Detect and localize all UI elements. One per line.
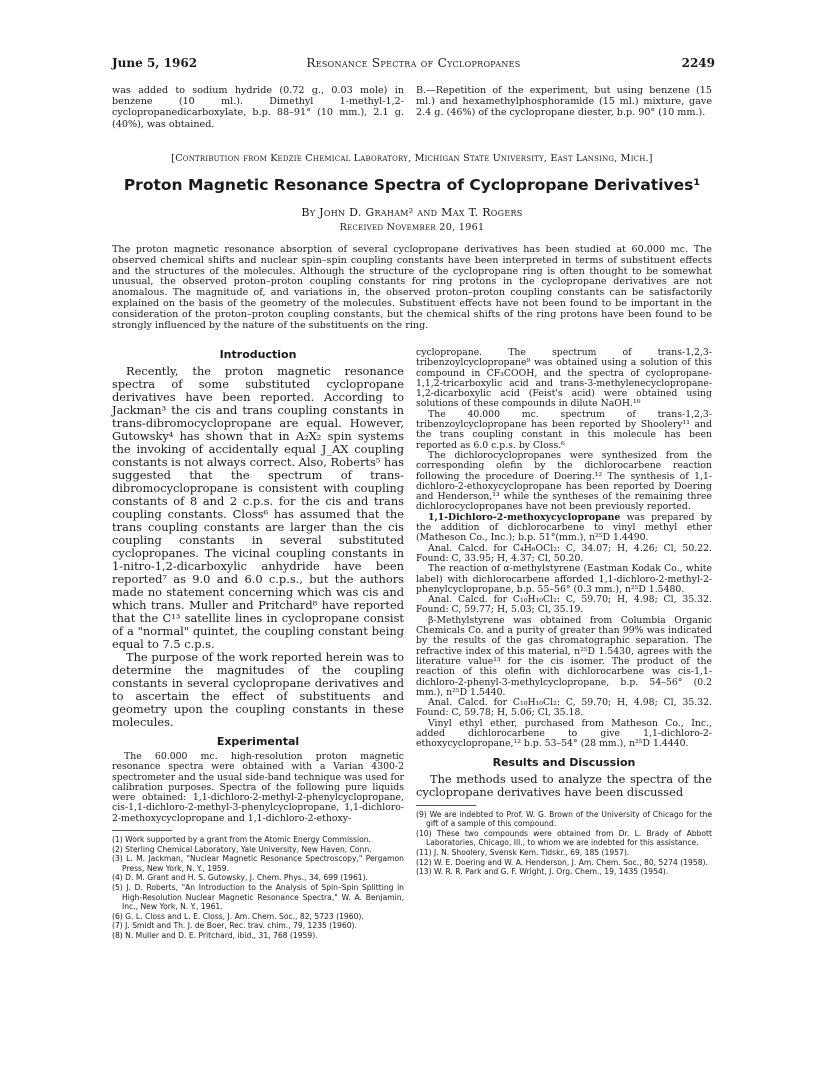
left-column	[112, 348, 404, 941]
affiliation: [Contribution from Kedzie Chemical Laboratory, Michigan State University, East Lansing, Mich.]	[171, 153, 653, 164]
previous-article-text-right: B.—Repetition of the experiment, but using benzene (15 ml.) and hexamethylphosphoramide (15 ml.) mixture, gave 2.4 g. (46%) of the cyclopropane diester, b.p. 90° (10 mm.).	[416, 85, 712, 119]
experimental-paragraph	[416, 513, 712, 544]
analysis-line: Anal. Calcd. for C₄H₆OCl₂: C, 34.07; H, 4.26; Cl, 50.22. Found: C, 33.95; H, 4.37; Cl, 50.20.	[416, 542, 712, 564]
compound-name: 1,1-Dichloro-2-methoxycyclopropane	[428, 511, 621, 523]
running-header	[112, 56, 715, 74]
footnote: (8) N. Muller and D. E. Pritchard, ibid., 31, 768 (1959).	[112, 931, 318, 941]
article-title: Proton Magnetic Resonance Spectra of Cyclopropane Derivatives¹	[123, 176, 701, 194]
footnote: (2) Sterling Chemical Laboratory, Yale University, New Haven, Conn.	[112, 844, 372, 854]
footnote: (11) J. N. Shoolery, Svensk Kem. Tidskr., 69, 185 (1957).	[416, 847, 630, 857]
header-running-title: Resonance Spectra of Cyclopropanes	[306, 56, 521, 70]
footnote: (10) These two compounds were obtained from Dr. L. Brady of Abbott Laboratories, Chicago, Ill., to whom we are indebted for this assistance.	[416, 828, 712, 848]
footnote-rule	[416, 805, 476, 806]
experimental-paragraph: β-Methylstyrene was obtained from Columbia Organic Chemicals Co. and a purity of greater than 99% was indicated by the results of the gas chromatographic separation. The refractive index of this material, n²⁵D 1.5430, agrees with the literature value¹³ for the cis isomer. The product of the reaction of this olefin with dichlorocarbene was cis-1,1-dichloro-2-phenyl-3-methylcyclopropane, b.p. 54–56° (0.2 mm.), n²⁵D 1.5440.	[416, 614, 712, 698]
abstract: The proton magnetic resonance absorption of several cyclopropane derivatives has been studied at 60.000 mc. The observed chemical shifts and nuclear spin–spin coupling constants have been interpreted in terms of substituent effects and the structures of the molecules. Although the structure of the cyclopropane ring is often thought to be somewhat unusual, the observed proton–proton coupling constants for ring protons in the cyclopropane derivatives are not anomalous. The magnitude of, and variations in, the observed proton–proton coupling constants can be satisfactorily explained on the basis of the geometry of the molecules. Substituent effects have not been found to be important in the consideration of the proton–proton coupling constants, but the chemical shifts of the ring protons have been found to be strongly influenced by the nature of the substituents on the ring.	[112, 244, 712, 331]
experimental-continued: cyclopropane. The spectrum of trans-1,2,3-tribenzoylcyclopropane⁹ was obtained using a solution of this compound in CF₃COOH, and the spectra of cyclopropane-1,1,2-tricarboxylic acid and trans-3-methylenecyclopropane-1,2-dicarboxylic acid (Feist's acid) were obtained using solutions of these compounds in dilute NaOH.¹⁰	[416, 347, 712, 410]
experimental-paragraph: Vinyl ethyl ether, purchased from Matheson Co., Inc., added dichlorocarbene to give 1,1-dichloro-2-ethoxycyclopropane,¹² b.p. 53–54° (28 mm.), n²⁵D 1.4440.	[416, 717, 712, 750]
introduction-paragraph-2: The purpose of the work reported herein was to determine the magnitudes of the coupling constants in several cyclopropane derivatives and to ascertain the effect of substituents and geometry upon the coupling constants in these molecules.	[112, 650, 404, 729]
experimental-paragraph: The 40.000 mc. spectrum of trans-1,2,3-tribenzoylcyclopropane has been reported by Shoolery¹¹ and the trans coupling constant in this molecule has been reported as 6.0 c.p.s. by Closs.⁶	[416, 408, 712, 451]
footnote: (12) W. E. Doering and W. A. Henderson, J. Am. Chem. Soc., 80, 5274 (1958).	[416, 857, 708, 867]
received-date: Received November 20, 1961	[339, 222, 485, 233]
footnote: (4) D. M. Grant and H. S. Gutowsky, J. Chem. Phys., 34, 699 (1961).	[112, 873, 369, 883]
compound-prep: was prepared by the addition of dichlorocarbene to vinyl methyl ether (Matheson Co., Inc.); b.p. 51°(mm.), n²⁵D 1.4490.	[416, 511, 712, 544]
results-heading: Results and Discussion	[492, 755, 636, 769]
footnote-rule	[112, 830, 172, 831]
footnote: (3) L. M. Jackman, "Nuclear Magnetic Resonance Spectroscopy," Pergamon Press, New York, N. Y., 1959.	[112, 854, 404, 873]
footnote: (6) G. L. Closs and L. E. Closs, J. Am. Chem. Soc., 82, 5723 (1960).	[112, 911, 364, 921]
previous-article-right	[416, 85, 712, 119]
footnote: (7) J. Smidt and Th. J. de Boer, Rec. trav. chim., 79, 1235 (1960).	[112, 921, 357, 931]
experimental-paragraph: The dichlorocyclopropanes were synthesized from the corresponding olefin by the dichlorocarbene reaction following the procedure of Doering.¹² The synthesis of 1,1-dichloro-2-ethoxycyclopropane has been reported by Doering and Henderson,¹³ while the syntheses of the remaining three dichlorocyclopropanes have not been previously reported.	[416, 449, 712, 513]
analysis-line: Anal. Calcd. for C₁₀H₁₀Cl₂: C, 59.70; H, 4.98; Cl, 35.32. Found: C, 59.77; H, 5.03; Cl, 35.19.	[416, 594, 712, 616]
footnote: (1) Work supported by a grant from the Atomic Energy Commission.	[112, 835, 371, 845]
header-page-number: 2249	[681, 56, 715, 70]
footnote: (13) W. R. R. Park and G. F. Wright, J. Org. Chem., 19, 1435 (1954).	[416, 867, 669, 877]
experimental-paragraph: The 60.000 mc. high-resolution proton magnetic resonance spectra were obtained with a Varian 4300-2 spectrometer and the usual side-band technique was used for calibration purposes. Spectra of the following pure liquids were obtained: 1,1-dichloro-2-methyl-2-phenylcyclopropane, cis-1,1-dichloro-2-methyl-3-phenylcyclopropane, 1,1-dichloro-2-methoxycyclopropane and 1,1-dichloro-2-ethoxy-	[112, 751, 404, 824]
byline: By John D. Graham² and Max T. Rogers	[301, 206, 523, 219]
header-date: June 5, 1962	[112, 56, 198, 70]
analysis-line: Anal. Calcd. for C₁₀H₁₀Cl₂: C, 59.70; H, 4.98; Cl, 35.32. Found: C, 59.78; H, 5.06; Cl, 35.18.	[416, 697, 712, 719]
footnote: (5) J. D. Roberts, "An Introduction to the Analysis of Spin–Spin Splitting in High-Resolution Nuclear Magnetic Resonance Spectra," W. A. Benjamin, Inc., New York, N. Y., 1961.	[112, 883, 404, 912]
footnote: (9) We are indebted to Prof. W. G. Brown of the University of Chicago for the gift of a sample of this compound.	[416, 809, 712, 829]
introduction-paragraph-1: Recently, the proton magnetic resonance spectra of some substituted cyclopropane derivatives have been reported. According to Jackman³ the cis and trans coupling constants in trans-dibromocyclopropane are equal. However, Gutowsky⁴ has shown that in A₂X₂ spin systems the invoking of accidentally equal J_AX coupling constants is not always correct. Also, Roberts⁵ has suggested that the spectrum of trans-dibromocyclopropane is consistent with coupling constants of 8 and 2 c.p.s. for the cis and trans coupling constants. Closs⁶ has assumed that the trans coupling constants are larger than the cis coupling constants in several substituted cyclopropanes. The vicinal coupling constants in 1-nitro-1,2-dicarboxylic anhydride have been reported⁷ as 9.0 and 6.0 c.p.s., but the authors made no statement concerning which was cis and which trans. Muller and Pritchard⁸ have reported that the C¹³ satellite lines in cyclopropane consist of a "normal" quintet, the coupling constant being equal to 7.5 c.p.s.	[112, 364, 404, 651]
previous-article-text-left: was added to sodium hydride (0.72 g., 0.03 mole) in benzene (10 ml.). Dimethyl 1-methyl-1,2-cyclopropanedicarboxylate, b.p. 88–91° (10 mm.), 2.1 g. (40%), was obtained.	[112, 85, 404, 130]
results-paragraph: The methods used to analyze the spectra of the cyclopropane derivatives have been discussed	[416, 771, 712, 799]
experimental-heading: Experimental	[216, 735, 300, 748]
experimental-paragraph: The reaction of α-methylstyrene (Eastman Kodak Co., white label) with dichlorocarbene afforded 1,1-dichloro-2-methyl-2-phenylcyclopropane, b.p. 55–56° (0.3 mm.), n²⁵D 1.5480.	[416, 563, 712, 595]
right-column	[416, 348, 712, 877]
introduction-heading: Introduction	[219, 348, 297, 361]
previous-article-left	[112, 85, 404, 130]
